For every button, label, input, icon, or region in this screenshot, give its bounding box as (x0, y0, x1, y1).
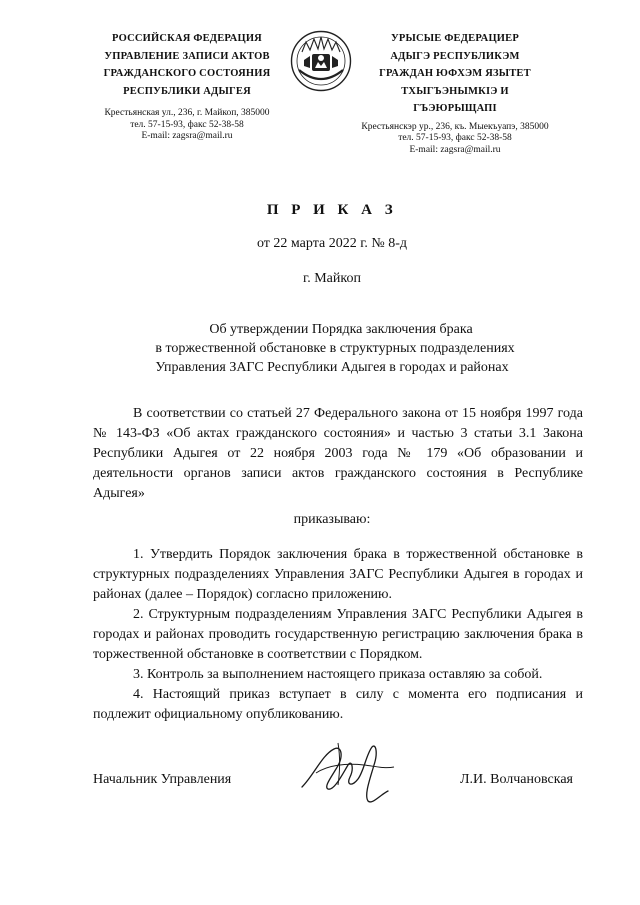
subject-line: в торжественной обстановке в структурных подразделениях (155, 341, 515, 356)
header-right (340, 30, 570, 156)
header-right-phone: тел. 57-15-93, факс 52-38-58 (398, 133, 512, 143)
document-date-number: от 22 марта 2022 г. № 8-д (256, 236, 408, 251)
header-left-contacts (72, 108, 302, 143)
header-right-line: ГЪЭЮРЫЩАПI (413, 103, 497, 114)
header-left (72, 30, 302, 143)
document-city: г. Майкоп (303, 271, 361, 286)
header-right-email: E-mail: zagsra@mail.ru (409, 144, 501, 155)
header-right-line: ТХЫГЪЭНЫМКIЭ И (401, 85, 509, 97)
header-left-line: УПРАВЛЕНИЕ ЗАПИСИ АКТОВ (104, 50, 270, 62)
legal-basis-paragraph: В соответствии со статьей 27 Федерального закона от 15 ноября 1997 года № 143-ФЗ «Об актах гражданского состояния» и частью 3 статьи 3.1 Закона Республики Адыгея от 22 ноября 2003 года № 179 «Об образовании и деятельности органов записи актов гражданского состояния в Республике Адыгея» (93, 406, 583, 501)
order-item: 3. Контроль за выполнением настоящего приказа оставляю за собой. (133, 667, 543, 682)
signatory-role: Начальник Управления (93, 772, 232, 787)
header-left-address: Крестьянская ул., 236, г. Майкоп, 385000 (104, 108, 270, 118)
header-left-line: РОССИЙСКАЯ ФЕДЕРАЦИЯ (112, 33, 262, 44)
header-right-contacts (340, 122, 570, 157)
order-item: 2. Структурным подразделениям Управления ЗАГС Республики Адыгея в городах и районах проводить государственную регистрацию заключения брака в торжественной обстановке в соответствии с Порядком. (93, 607, 583, 662)
subject-line: Управления ЗАГС Республики Адыгея в городах и районах (155, 360, 509, 375)
header-right-line: АДЫГЭ РЕСПУБЛИКЭМ (390, 50, 520, 62)
header-right-line: ГРАЖДАН ЮФХЭМ ЯЗЫТЕТ (379, 68, 531, 79)
header-right-line: УРЫСЫЕ ФЕДЕРАЦИЕР (390, 33, 519, 44)
order-items (93, 545, 583, 725)
header-right-address: Крестьянскэр ур., 236, къ. Мыекъуапэ, 385000 (361, 121, 549, 132)
order-item: 4. Настоящий приказ вступает в силу с момента его подписания и подлежит официальному опубликованию. (93, 687, 583, 722)
header-left-phone: тел. 57-15-93, факс 52-38-58 (130, 119, 244, 130)
document-subject (0, 320, 640, 377)
subject-line: Об утверждении Порядка заключения брака (209, 322, 473, 337)
document-title: П Р И К А З (266, 202, 398, 218)
signatory-name: Л.И. Волчановская (460, 772, 573, 787)
handwritten-signature-icon (294, 735, 399, 810)
header-left-line: РЕСПУБЛИКИ АДЫГЕЯ (123, 85, 251, 97)
order-item: 1. Утвердить Порядок заключения брака в торжественной обстановке в структурных подразделениях Управления ЗАГС Республики Адыгея в городах и районах (далее – Порядок) согласно приложению. (93, 547, 583, 602)
header-left-email: E-mail: zagsra@mail.ru (141, 131, 233, 141)
order-word: приказываю: (293, 512, 371, 527)
header-left-line: ГРАЖДАНСКОГО СОСТОЯНИЯ (103, 68, 271, 79)
